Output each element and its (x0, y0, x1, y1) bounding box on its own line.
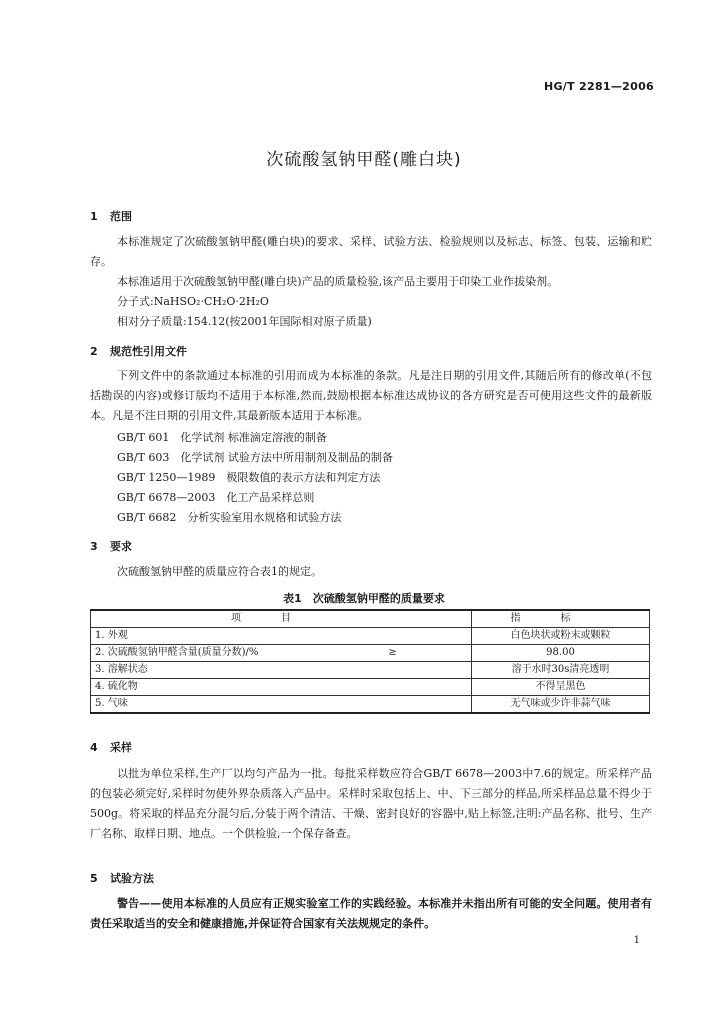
reference-item: GB/T 601 化学试剂 标准滴定溶液的制备 (117, 431, 327, 444)
quality-requirements-table (90, 609, 650, 714)
standard-code: HG/T 2281—2006 (543, 80, 654, 93)
table-cell-value: 无气味或少许非蒜气味 (472, 696, 650, 714)
section-3-para: 次硫酸氢钠甲醛的质量应符合表1的规定。 (117, 565, 322, 578)
table-cell-value: 溶于水时30s清亮透明 (472, 662, 650, 679)
column-header-index: 指标 (472, 610, 650, 628)
section-3-heading (90, 538, 132, 554)
table-cell-item: 4. 硫化物 (91, 679, 472, 696)
table-row (91, 645, 650, 662)
section-number: 2 (90, 345, 98, 358)
section-number: 4 (90, 741, 98, 754)
section-number: 5 (90, 872, 98, 885)
reference-item: GB/T 1250—1989 极限数值的表示方法和判定方法 (117, 471, 381, 484)
table-row (91, 662, 650, 679)
molecular-formula: 分子式:NaHSO₂·CH₂O·2H₂O (117, 295, 269, 308)
table-row (91, 679, 650, 696)
section-2-para: 下列文件中的条款通过本标准的引用而成为本标准的条款。凡是注日期的引用文件,其随后所有的修改单(不包括勘误的内容)或修订版均不适用于本标准,然而,鼓励根据本标准达成协议的各方研究是否可使用这些文件的最新版本。凡是不注日期的引用文件,其最新版本适用于本标准。 (90, 369, 652, 422)
section-4-heading (90, 739, 132, 755)
table-cell-value: 不得呈黑色 (472, 679, 650, 696)
table-header-row (91, 610, 650, 628)
table-cell-item: 5. 气味 (91, 696, 472, 714)
table-cell-value: 98.00 (472, 645, 650, 662)
table-cell-item: 2. 次硫酸氢钠甲醛含量(质量分数)/% ≥ (91, 645, 472, 662)
section-title: 采样 (110, 741, 132, 754)
column-header-item: 项目 (91, 610, 472, 628)
reference-item: GB/T 603 化学试剂 试验方法中所用制剂及制品的制备 (117, 451, 393, 464)
page-number: 1 (633, 935, 640, 946)
section-title: 试验方法 (110, 872, 154, 885)
table-cell-item: 1. 外观 (91, 628, 472, 645)
section-title: 规范性引用文件 (110, 345, 187, 358)
reference-item: GB/T 6678—2003 化工产品采样总则 (117, 491, 315, 504)
section-title: 要求 (110, 540, 132, 553)
table-cell-value: 白色块状或粉末或颗粒 (472, 628, 650, 645)
section-number: 3 (90, 540, 98, 553)
table-row (91, 696, 650, 714)
section-title: 范围 (110, 210, 132, 223)
section-5-heading (90, 870, 154, 886)
molecular-mass: 相对分子质量:154.12(按2001年国际相对原子质量) (117, 315, 372, 328)
table-cell-item: 3. 溶解状态 (91, 662, 472, 679)
table-row (91, 628, 650, 645)
section-1-para-2: 本标准适用于次硫酸氢钠甲醛(雕白块)产品的质量检验,该产品主要用于印染工业作拔染剂。 (117, 275, 559, 288)
section-1-heading (90, 208, 132, 224)
safety-warning: 警告——使用本标准的人员应有正规实验室工作的实践经验。本标准并未指出所有可能的安全问题。使用者有责任采取适当的安全和健康措施,并保证符合国家有关法规规定的条件。 (90, 897, 652, 930)
table-caption: 表1 次硫酸氢钠甲醛的质量要求 (283, 592, 445, 605)
section-number: 1 (90, 210, 98, 223)
section-1-para-1: 本标准规定了次硫酸氢钠甲醛(雕白块)的要求、采样、试验方法、检验规则以及标志、标签、包装、运输和贮存。 (90, 235, 652, 268)
reference-item: GB/T 6682 分析实验室用水规格和试验方法 (117, 511, 342, 524)
document-title: 次硫酸氢钠甲醛(雕白块) (266, 150, 462, 170)
section-2-heading (90, 343, 187, 359)
section-4-para: 以批为单位采样,生产厂以均匀产品为一批。每批采样数应符合GB/T 6678—2003中7.6的规定。所采样产品的包装必须完好,采样时勿使外界杂质落入产品中。采样时采取包括上、中、下三部分的样品,所采样品总量不得少于500g。将采取的样品充分混匀后,分装于两个清洁、干燥、密封良好的容器中,贴上标签,注明:产品名称、批号、生产厂名称、取样日期、地点。一个供检验,一个保存备查。 (90, 767, 652, 840)
